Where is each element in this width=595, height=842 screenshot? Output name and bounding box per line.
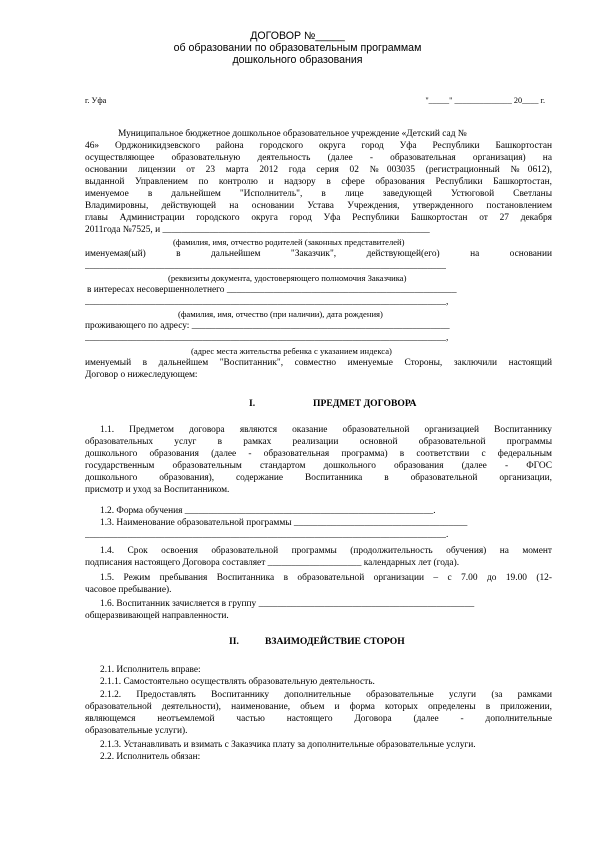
- paragraph-line: образовательные услуги).: [85, 726, 188, 736]
- blank-line: _____________________________________________________________________________,: [85, 297, 449, 307]
- paragraph-line: дошкольного образования (далее - образовательная программа) в соответствии с федеральным: [85, 449, 552, 459]
- program-name-field: 1.3. Наименование образовательной программы _____________________________________: [100, 518, 468, 528]
- contract-subtitle-2: дошкольного образования: [232, 54, 363, 66]
- paragraph-line: 2.1.1. Самостоятельно осуществлять образовательную деятельность.: [100, 677, 375, 687]
- paragraph-line: именуемое в дальнейшем "Исполнитель", в лице заведующей Устюговой Светланы: [85, 189, 552, 199]
- contract-title: ДОГОВОР №_____: [250, 30, 345, 42]
- city-label: г. Уфа: [85, 96, 107, 105]
- field-caption: (фамилия, имя, отчество родителей (законных представителей): [173, 237, 405, 247]
- paragraph-line: 46» Орджоникидзевского района городского округа город Уфа Республики Башкортостан: [85, 141, 552, 151]
- blank-line: _____________________________________________________________________________.: [85, 530, 449, 540]
- paragraph-line: 1.4. Срок освоения образовательной программы (продолжительность обучения) на момент: [100, 546, 552, 556]
- blank-line: _____________________________________________________________________________,: [85, 333, 449, 343]
- section-number: I.: [249, 398, 256, 409]
- paragraph-line: Договор о нижеследующем:: [85, 370, 198, 380]
- paragraph-line: 1.5. Режим пребывания Воспитанника в образовательной организации – с 7.00 до 19.00 (12-: [100, 573, 552, 583]
- education-form-field: 1.2. Форма обучения _____________________________________________________.: [100, 506, 436, 516]
- paragraph-line: присмотр и уход за Воспитанником.: [85, 485, 230, 495]
- paragraph-line: 2.1. Исполнитель вправе:: [100, 665, 201, 675]
- basis-document-field: _____________________________________________________________________________: [85, 261, 446, 271]
- paragraph-line: 2.2. Исполнитель обязан:: [100, 752, 201, 762]
- date-field: "_____" ______________ 20____ г.: [425, 96, 545, 105]
- customer-name-field: 2011года №7525, и _________________________________________________________: [85, 225, 430, 235]
- paragraph-line: являющемся неотъемлемой частью настоящего Договора (далее - дополнительные: [85, 714, 552, 724]
- field-caption: (фамилия, имя, отчество (при наличии), дата рождения): [178, 309, 383, 319]
- paragraph-line: главы Администрации городского округа город Уфа Республики Башкортостан от 27 декабря: [85, 213, 552, 223]
- section-title: ВЗАИМОДЕЙСТВИЕ СТОРОН: [265, 636, 405, 647]
- paragraph-line: общеразвивающей направленности.: [85, 611, 229, 621]
- paragraph-line: государственным образовательным стандартом дошкольного образования (далее - ФГОС: [85, 461, 552, 471]
- paragraph-line: образовательной деятельности), наименование, объем и форма которых определены в приложении,: [85, 702, 552, 712]
- group-field: 1.6. Воспитанник зачисляется в группу ______________________________________________: [100, 599, 475, 609]
- field-caption: (адрес места жительства ребенка с указанием индекса): [191, 346, 392, 356]
- paragraph-line: Владимировны, действующей на основании Устава Учреждения, утвержденного постановлением: [85, 201, 552, 211]
- contract-subtitle: об образовании по образовательным программам: [173, 42, 422, 54]
- section-number: II.: [229, 636, 239, 647]
- paragraph-line: образовательных услуг в рамках реализации основной образовательной программы: [85, 437, 552, 447]
- paragraph-line: осуществляющее образовательную деятельность (далее - образовательная организация) на: [85, 153, 552, 163]
- paragraph-line: именуемый в дальнейшем "Воспитанник", совместно именуемые Стороны, заключили настоящий: [85, 358, 552, 368]
- paragraph-line: часовое пребывание).: [85, 585, 172, 595]
- field-caption: (реквизиты документа, удостоверяющего полномочия Заказчика): [168, 273, 407, 283]
- paragraph-line: основании лицензии от 23 марта 2012 года серия 02 №003035 (регистрационный №0612),: [85, 165, 552, 175]
- address-field: проживающего по адресу: _______________________________________________________: [85, 321, 450, 331]
- paragraph-line: Муниципальное бюджетное дошкольное образовательное учреждение «Детский сад №: [118, 129, 467, 139]
- paragraph-line: 2.1.2. Предоставлять Воспитаннику дополнительные образовательные услуги (за рамками: [100, 690, 552, 700]
- child-name-field: в интересах несовершеннолетнего _________________________________________________: [87, 285, 457, 295]
- paragraph-line: именуемая(ый) в дальнейшем "Заказчик", действующей(его) на основании: [85, 249, 552, 259]
- paragraph-line: выданной Управлением по контролю и надзору в сфере образования Республики Башкортостан,: [85, 177, 552, 187]
- paragraph-line: 2.1.3. Устанавливать и взимать с Заказчика плату за дополнительные образовательные услуги.: [100, 740, 476, 750]
- paragraph-line: 1.1. Предметом договора являются оказание образовательной организацией Воспитаннику: [100, 425, 552, 435]
- paragraph-line: дошкольного образования), содержание Воспитанника в образовательной организации,: [85, 473, 552, 483]
- duration-field: подписания настоящего Договора составляет ____________________ календарных лет (года).: [85, 558, 460, 568]
- section-title: ПРЕДМЕТ ДОГОВОРА: [313, 398, 417, 409]
